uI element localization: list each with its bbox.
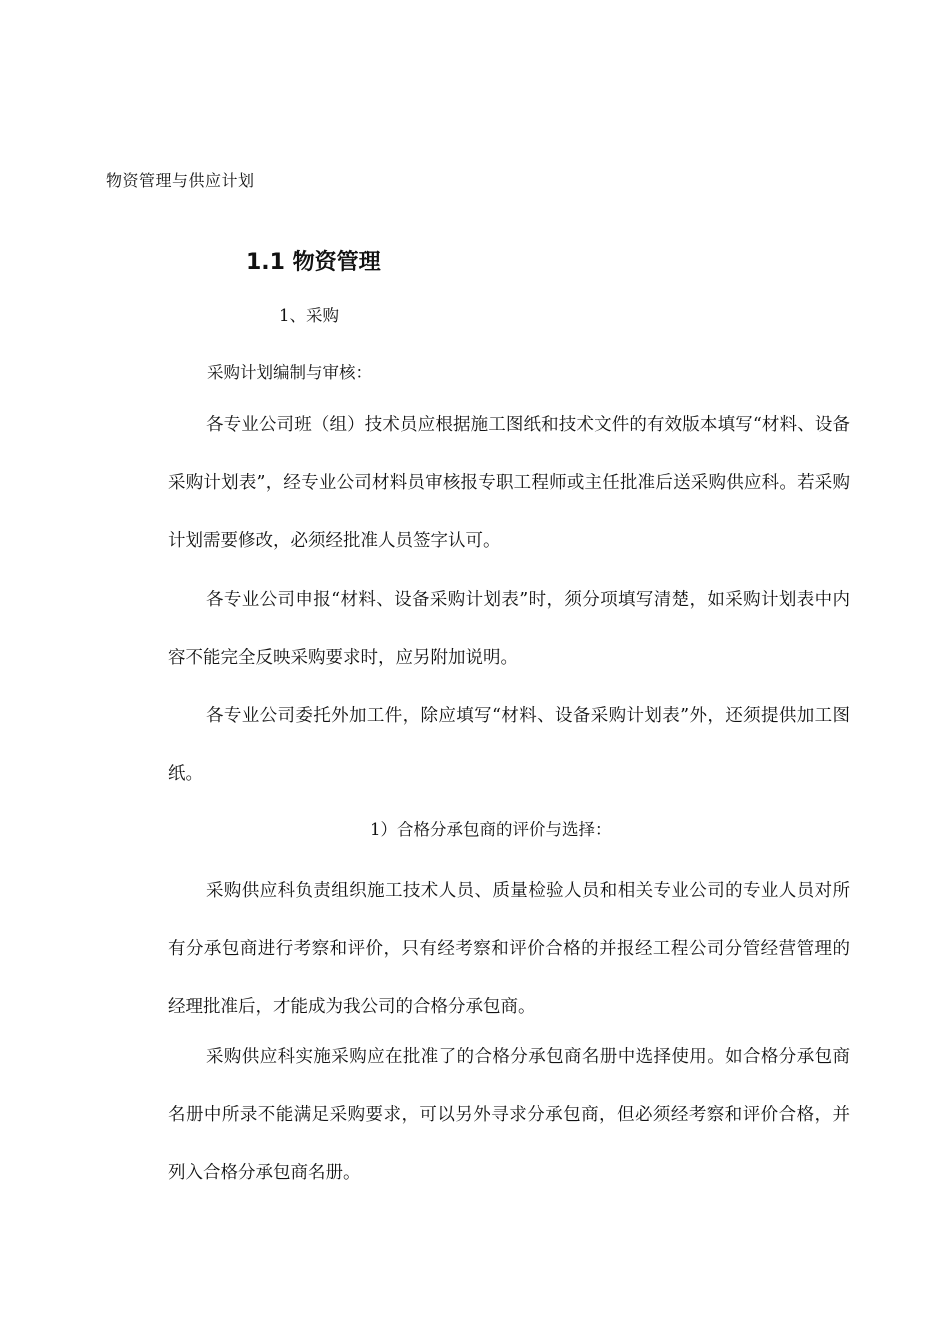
document-title: 物资管理与供应计划 [106, 171, 255, 190]
paragraph-eval-organize: 采购供应科负责组织施工技术人员、质量检验人员和相关专业公司的专业人员对所有分承包商进行考察和评价，只有经考察和评价合格的并报经工程公司分管经营管理的经理批准后，才能成为我公司的合格分承包商。 [168, 881, 850, 1017]
paragraph-plan-fill: 各专业公司班（组）技术员应根据施工图纸和技术文件的有效版本填写“材料、设备采购计划表”，经专业公司材料员审核报专职工程师或主任批准后送采购供应科。若采购计划需要修改，必须经批准人员签字认可。 [168, 415, 850, 551]
section-heading: 1.1 物资管理 [246, 250, 381, 275]
plan-heading: 采购计划编制与审核： [207, 363, 372, 382]
paragraph-outsourcing: 各专业公司委托外加工件，除应填写“材料、设备采购计划表”外，还须提供加工图纸。 [168, 706, 850, 784]
subsection-purchase: 1、采购 [279, 306, 339, 325]
paragraph-plan-declare: 各专业公司申报“材料、设备采购计划表”时，须分项填写清楚，如采购计划表中内容不能完全反映采购要求时，应另附加说明。 [168, 590, 850, 668]
eval-heading: 1）合格分承包商的评价与选择： [370, 820, 612, 839]
paragraph-eval-selection: 采购供应科实施采购应在批准了的合格分承包商名册中选择使用。如合格分承包商名册中所录不能满足采购要求，可以另外寻求分承包商，但必须经考察和评价合格，并列入合格分承包商名册。 [168, 1047, 850, 1183]
